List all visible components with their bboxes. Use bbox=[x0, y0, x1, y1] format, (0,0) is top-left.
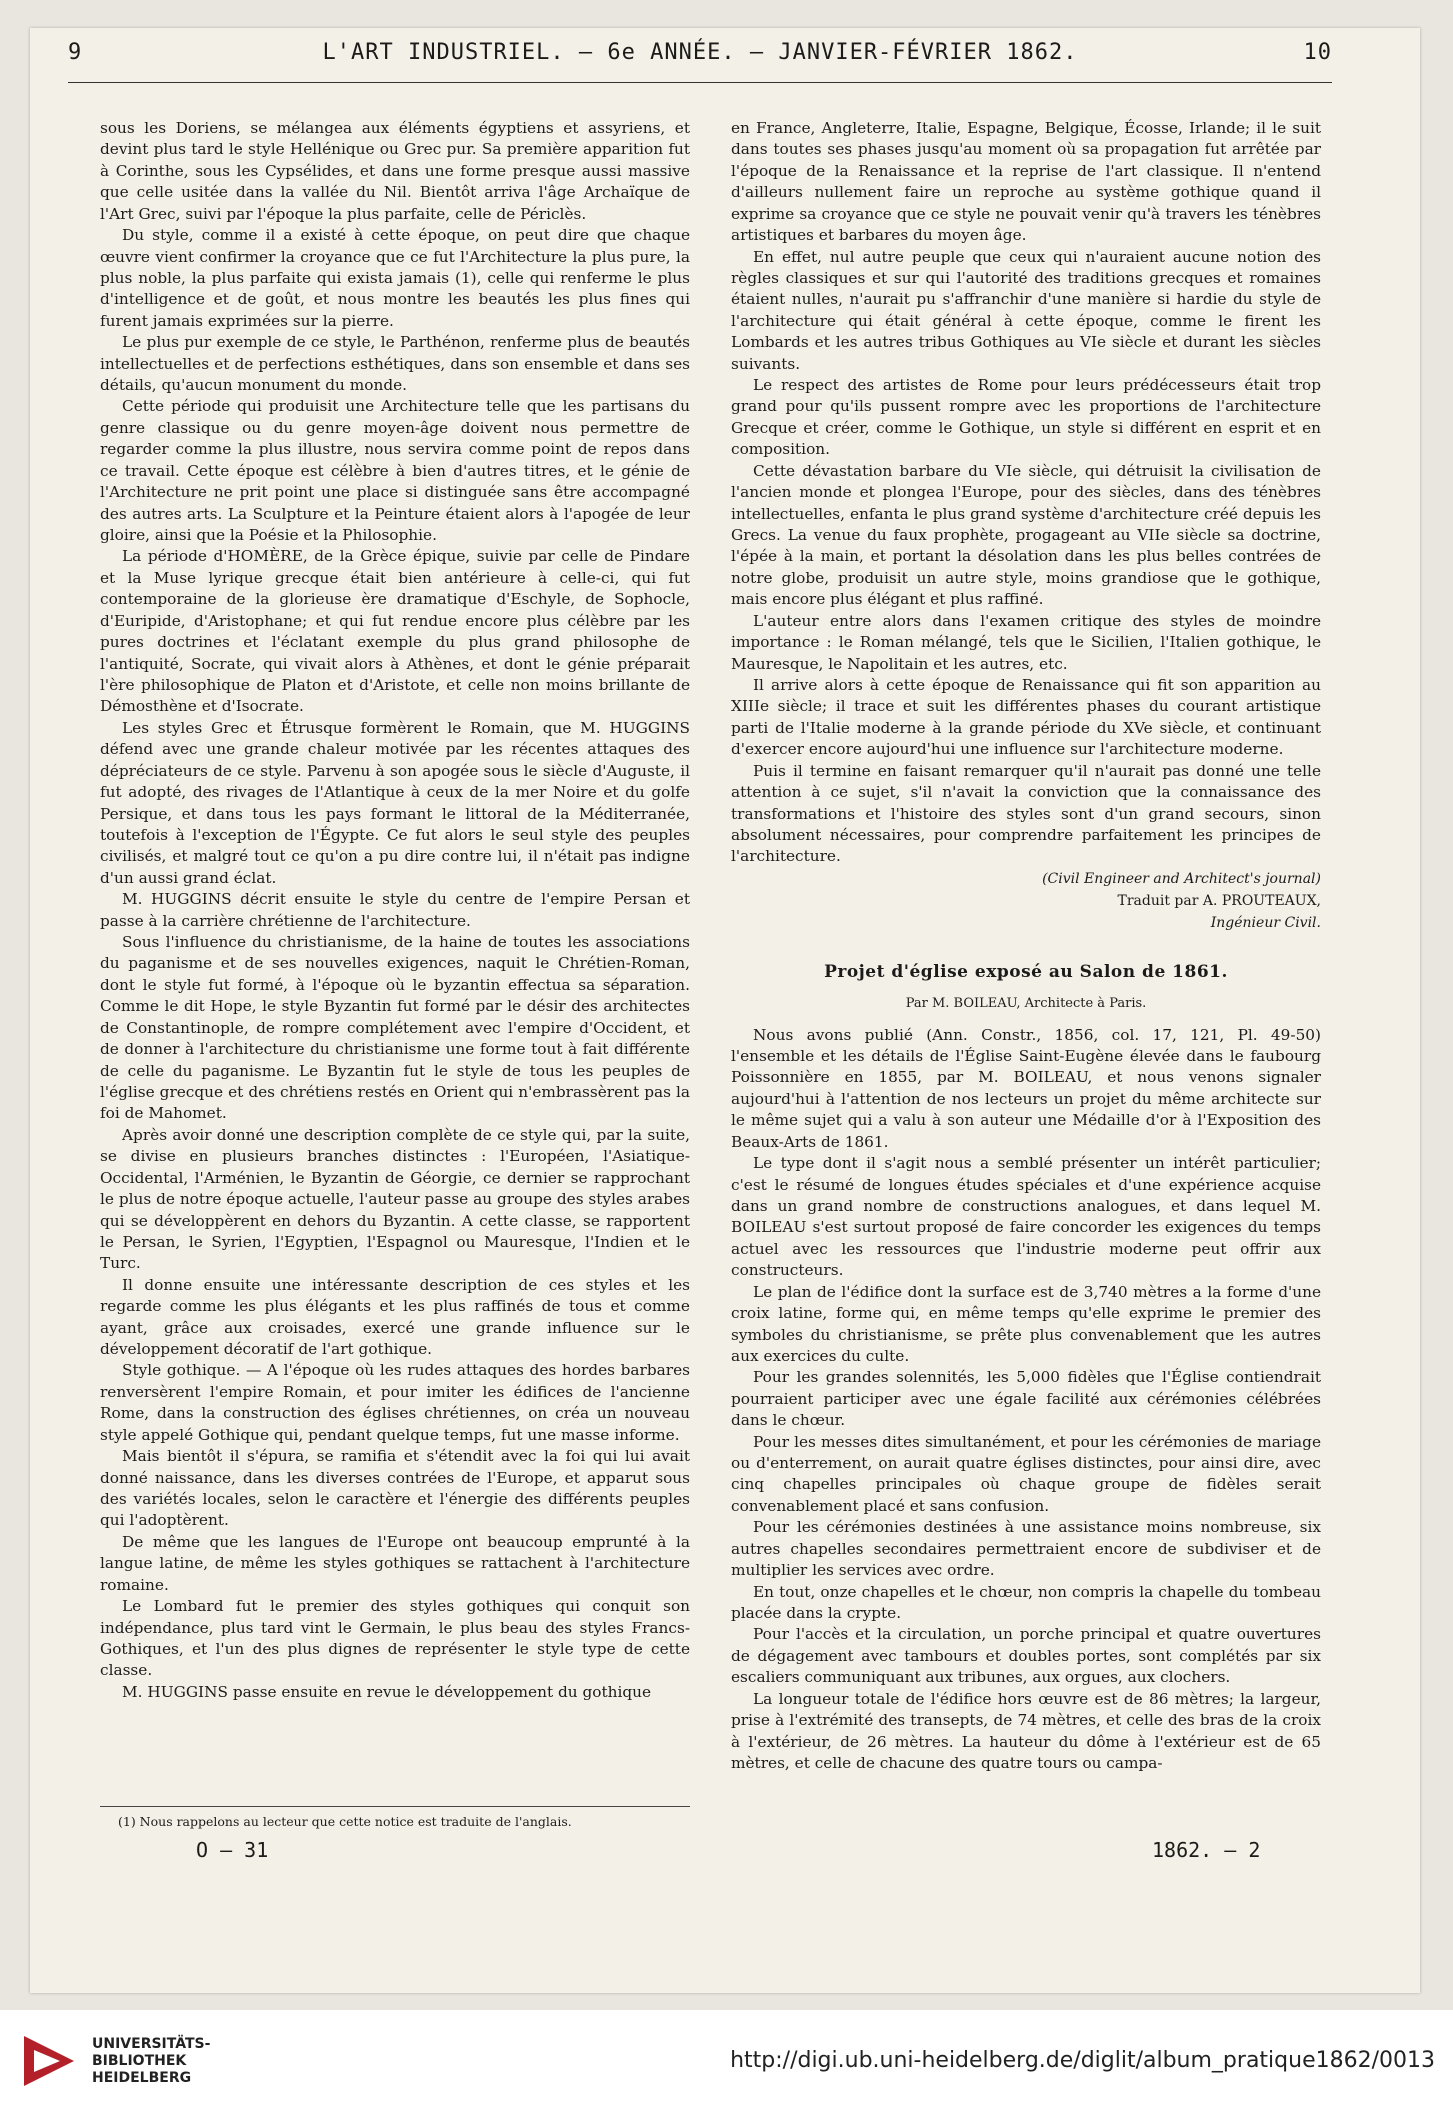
paragraph: Pour les cérémonies destinées à une assistance moins nombreuse, six autres chapelles secondaires permettraient encore de subdiviser et de multiplier les services avec ordre. bbox=[731, 1518, 1321, 1580]
signature-mark-left: O — 31 bbox=[196, 1838, 269, 1862]
signature-role: Ingénieur Civil. bbox=[1210, 914, 1321, 931]
article-heading: Projet d'église exposé au Salon de 1861. bbox=[824, 961, 1228, 982]
paragraph: Cette période qui produisit une Architecture telle que les partisans du genre classique ou du genre moyen-âge doivent nous permettre de regarder comme la plus illustre, nous servira comme point de repos dans ce travail. Cette époque est célèbre à bien d'autres titres, et le génie de l'Architecture ne prit point une place si distinguée sans être accompagné des autres arts. La Sculpture et la Peinture étaient alors à l'apogée de leur gloire, ainsi que la Poésie et la Philosophie. bbox=[100, 397, 690, 545]
journal-title: L'ART INDUSTRIEL. — 6e ANNÉE. — JANVIER-FÉVRIER 1862. bbox=[322, 40, 1078, 65]
right-column bbox=[731, 118, 1321, 1774]
paragraph: Il donne ensuite une intéressante description de ces styles et les regarde comme les plus élégants et les plus raffinés de tous et comme ayant, grâce aux croisades, exercé une grande influence sur le développement décoratif de l'art gothique. bbox=[100, 1275, 690, 1359]
paragraph: sous les Doriens, se mélangea aux éléments égyptiens et assyriens, et devint plus tard le style Hellénique ou Grec pur. Sa première apparition fut à Corinthe, sous les Cypsélides, et dans une forme presque aussi massive que celle usitée dans la vallée du Nil. Bientôt arriva l'âge Archaïque de l'Art Grec, suivi par l'époque la plus parfaite, celle de Périclès. bbox=[100, 119, 690, 223]
paragraph: Le plan de l'édifice dont la surface est de 3,740 mètres a la forme d'une croix latine, forme qui, en même temps qu'elle exprime le premier des symboles du christianisme, se prête plus convenablement que les autres aux exercices du culte. bbox=[731, 1282, 1321, 1365]
header-rule bbox=[68, 82, 1332, 83]
paragraph: Le respect des artistes de Rome pour leurs prédécesseurs était trop grand pour qu'ils pussent rompre avec les proportions de l'architecture Grecque et créer, comme le Gothique, un style si différent en esprit et en composition. bbox=[731, 376, 1321, 459]
left-column bbox=[100, 118, 690, 1703]
paragraph: en France, Angleterre, Italie, Espagne, Belgique, Écosse, Irlande; il le suit dans toutes ses phases jusqu'au moment où sa propagation fut arrêtée par l'époque de la Renaissance et la reprise de l'art classique. Il n'entend d'ailleurs nullement faire un reproche au système gothique quand il exprime sa croyance que ce style ne pouvait venir qu'à travers les ténèbres artistiques et barbares du moyen âge. bbox=[731, 119, 1321, 245]
paragraph: Pour l'accès et la circulation, un porche principal et quatre ouvertures de dégagement avec tambours et doubles portes, sont complétés par six escaliers communiquant aux tribunes, aux orgues, aux clochers. bbox=[731, 1625, 1321, 1687]
footnote: (1) Nous rappelons au lecteur que cette notice est traduite de l'anglais. bbox=[118, 1814, 572, 1829]
library-line: HEIDELBERG bbox=[92, 2070, 192, 2086]
signature-mark-right: 1862. — 2 bbox=[1152, 1838, 1261, 1862]
paragraph: Les styles Grec et Étrusque formèrent le Romain, que M. HUGGINS défend avec une grande chaleur motivée par les récentes attaques des dépréciateurs de ce style. Parvenu à son apogée sous le siècle d'Auguste, il fut adopté, des rivages de l'Atlantique à ceux de la mer Noire et du golfe Persique, et dans tous les pays formant le littoral de la Méditerranée, toutefois à l'exception de l'Égypte. Ce fut alors le seul style des peuples civilisés, et malgré tout ce qu'on a pu dire contre lui, il n'était pas indigne d'un aussi grand éclat. bbox=[100, 718, 690, 887]
signature-source: (Civil Engineer and Architect's journal) bbox=[1042, 870, 1321, 887]
footnote-rule bbox=[100, 1806, 690, 1807]
page-number-right: 10 bbox=[1303, 40, 1332, 65]
paragraph: L'auteur entre alors dans l'examen critique des styles de moindre importance : le Roman mélangé, tels que le Sicilien, l'Italien gothique, le Mauresque, le Napolitain et les autres, etc. bbox=[731, 611, 1321, 673]
paragraph: La longueur totale de l'édifice hors œuvre est de 86 mètres; la largeur, prise à l'extrémité des transepts, de 74 mètres, et celle des bras de la croix à l'extérieur, de 26 mètres. La hauteur du dôme à l'extérieur est de 65 mètres, et celle de chacune des quatre tours ou campa- bbox=[731, 1689, 1321, 1772]
paragraph: Style gothique. — A l'époque où les rudes attaques des hordes barbares renversèrent l'empire Romain, et pour imiter les édifices de l'ancienne Rome, dans la construction des églises chrétiennes, on créa un nouveau style appelé Gothique qui, pendant quelque temps, fut une masse informe. bbox=[100, 1361, 690, 1444]
paragraph: Le plus pur exemple de ce style, le Parthénon, renferme plus de beautés intellectuelles et de perfections esthétiques, dans son ensemble et dans ses détails, qu'aucun monument du monde. bbox=[100, 333, 690, 395]
paragraph: Le type dont il s'agit nous a semblé présenter un intérêt particulier; c'est le résumé de longues études spéciales et d'une expérience acquise dans un grand nombre de constructions analogues, et dans lequel M. BOILEAU s'est surtout proposé de faire concorder les exigences du temps actuel avec les ressources que l'industrie moderne peut offrir aux constructeurs. bbox=[731, 1154, 1321, 1280]
paragraph: En effet, nul autre peuple que ceux qui n'auraient aucune notion des règles classiques et sur qui l'autorité des traditions grecques et romaines étaient nulles, n'aurait pu s'affranchir d'une manière si hardie du style de l'architecture qui était général à cette époque, comme le firent les Lombards et les autres tribus Gothiques au VIe siècle et durant les siècles suivants. bbox=[731, 247, 1321, 373]
university-logo-icon bbox=[20, 2032, 78, 2090]
viewer-footer bbox=[0, 2010, 1453, 2126]
paragraph: Du style, comme il a existé à cette époque, on peut dire que chaque œuvre vient confirmer la croyance que ce fut l'Architecture la plus pure, la plus noble, la plus parfaite qui exista jamais (1), celle qui renferme le plus d'intelligence et de goût, et nous montre les beautés les plus fines qui furent jamais exprimées sur la pierre. bbox=[100, 226, 690, 330]
library-line: UNIVERSITÄTS- bbox=[92, 2036, 211, 2052]
paragraph: Puis il termine en faisant remarquer qu'il n'aurait pas donné une telle attention à ce sujet, s'il n'avait la conviction que la connaissance des transformations et l'histoire des styles sont d'un grand secours, sinon absolument nécessaires, pour comprendre parfaitement les principes de l'architecture. bbox=[731, 761, 1321, 866]
running-header bbox=[68, 40, 1332, 66]
permalink-url[interactable]: http://digi.ub.uni-heidelberg.de/diglit/album_pratique1862/0013 bbox=[730, 2048, 1435, 2073]
paragraph: Après avoir donné une description complète de ce style qui, par la suite, se divise en plusieurs branches distinctes : l'Européen, l'Asiatique-Occidental, l'Arménien, le Byzantin de Géorgie, ce dernier se rapprochant le plus de notre époque actuelle, l'auteur passe au groupe des styles arabes qui se développèrent en dehors du Byzantin. A cette classe, se rapportent le Persan, le Syrien, l'Egyptien, l'Espagnol ou Mauresque, l'Indien et le Turc. bbox=[100, 1125, 690, 1273]
paragraph: Pour les messes dites simultanément, et pour les cérémonies de mariage ou d'enterrement, on aurait quatre églises distinctes, pour ainsi dire, avec cinq chapelles principales où chaque groupe de fidèles serait convenablement placé et sans confusion. bbox=[731, 1432, 1321, 1515]
paragraph: M. HUGGINS passe ensuite en revue le développement du gothique bbox=[122, 1682, 652, 1701]
article-byline: Par M. BOILEAU, Architecte à Paris. bbox=[905, 996, 1147, 1012]
paragraph: De même que les langues de l'Europe ont beaucoup emprunté à la langue latine, de même les styles gothiques se rattachent à l'architecture romaine. bbox=[100, 1532, 690, 1594]
paragraph: En tout, onze chapelles et le chœur, non compris la chapelle du tombeau placée dans la crypte. bbox=[731, 1582, 1321, 1622]
paragraph: La période d'HOMÈRE, de la Grèce épique, suivie par celle de Pindare et la Muse lyrique grecque était bien antérieure à celle-ci, qui fut contemporaine de la glorieuse ère dramatique d'Eschyle, de Sophocle, d'Euripide, d'Aristophane; et qui fut rendue encore plus célèbre par les pures doctrines et l'éclatant exemple du plus grand philosophe de l'antiquité, Socrate, qui vivait alors à Athènes, et dont le génie préparait l'ère philosophique de Platon et d'Aristote, et celle non moins brillante de Démosthène et d'Isocrate. bbox=[100, 547, 690, 716]
article-signature bbox=[731, 868, 1321, 934]
signature-translator: Traduit par A. PROUTEAUX, bbox=[1117, 892, 1321, 909]
paragraph: Nous avons publié (Ann. Constr., 1856, col. 17, 121, Pl. 49-50) l'ensemble et les détails de l'Église Saint-Eugène élevée dans le faubourg Poissonnière en 1855, par M. BOILEAU, et nous venons signaler aujourd'hui à l'attention de nos lecteurs un projet du même architecte sur le même sujet qui a valu à son auteur une Médaille d'or à l'Exposition des Beaux-Arts de 1861. bbox=[731, 1025, 1321, 1151]
paragraph: Sous l'influence du christianisme, de la haine de toutes les associations du paganisme et de ses nouvelles exigences, naquit le Chrétien-Roman, dont le style fut formé, à l'époque où le byzantin effectua sa séparation. Comme le dit Hope, le style Byzantin fut formé par le désir des architectes de Constantinople, de rompre complétement avec l'empire d'Occident, et de donner à l'architecture du christianisme une forme tout à fait différente de celle du paganisme. Le Byzantin fut le style de tous les peuples de l'église grecque et des chrétiens restés en Orient qui n'embrassèrent pas la foi de Mahomet. bbox=[100, 933, 690, 1123]
page-number-left: 9 bbox=[68, 40, 83, 65]
paragraph: M. HUGGINS décrit ensuite le style du centre de l'empire Persan et passe à la carrière chrétienne de l'architecture. bbox=[100, 890, 690, 930]
paragraph: Le Lombard fut le premier des styles gothiques qui conquit son indépendance, plus tard vint le Germain, le plus beau des styles Francs-Gothiques, et l'un des plus dignes de représenter le style type de cette classe. bbox=[100, 1597, 690, 1680]
paragraph: Cette dévastation barbare du VIe siècle, qui détruisit la civilisation de l'ancien monde et plongea l'Europe, pour des siècles, dans des ténèbres intellectuelles, enfanta le plus grand système d'architecture créé depuis les Grecs. La venue du faux prophète, progageant au VIIe siècle sa doctrine, l'épée à la main, et portant la désolation dans les plus belles contrées de notre globe, produisit un autre style, moins grandiose que le gothique, mais encore plus élégant et plus raffiné. bbox=[731, 461, 1321, 609]
paragraph: Pour les grandes solennités, les 5,000 fidèles que l'Église contiendrait pourraient participer avec une égale facilité aux cérémonies célébrées dans le chœur. bbox=[731, 1368, 1321, 1430]
paragraph: Mais bientôt il s'épura, se ramifia et s'étendit avec la foi qui lui avait donné naissance, dans les diverses contrées de l'Europe, et apparut sous des variétés locales, selon le caractère et l'énergie des différents peuples qui l'adoptèrent. bbox=[100, 1447, 690, 1530]
library-line: BIBLIOTHEK bbox=[92, 2053, 187, 2069]
library-name bbox=[92, 2036, 210, 2087]
paragraph: Il arrive alors à cette époque de Renaissance qui fit son apparition au XIIIe siècle; il trace et suit les différentes phases du courant artistique parti de l'Italie moderne à la grande période du XVe siècle, et continuant d'exercer encore aujourd'hui une influence sur l'architecture moderne. bbox=[731, 675, 1321, 759]
